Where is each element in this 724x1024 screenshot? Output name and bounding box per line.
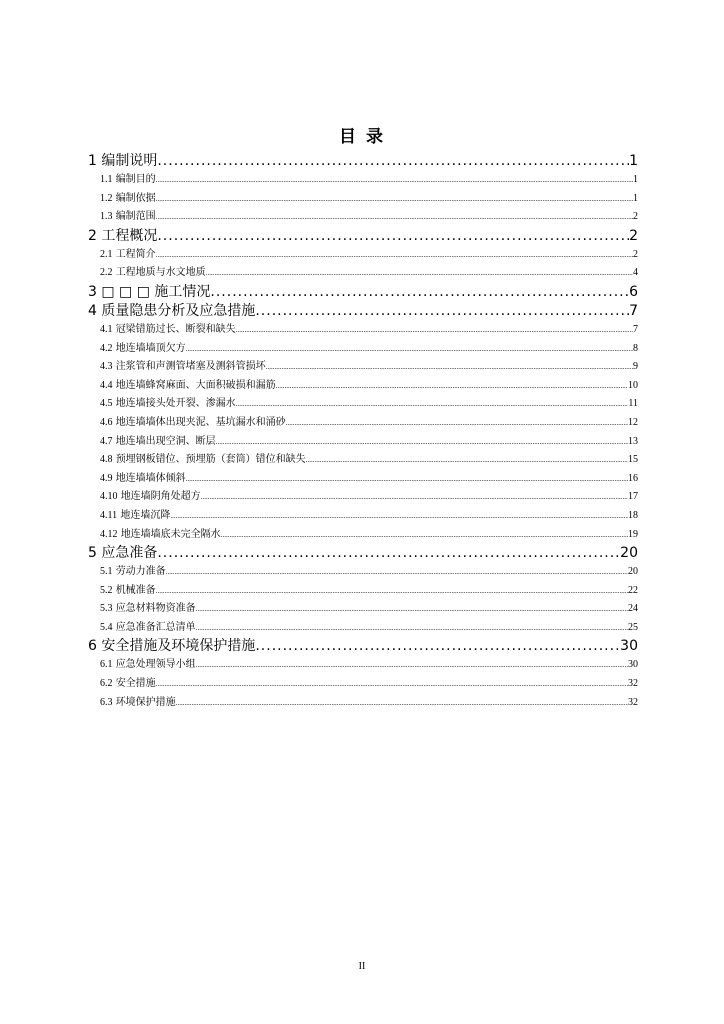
toc-dot-leader: [201, 488, 628, 507]
toc-entry-label: [100, 470, 186, 489]
toc-section-entry[interactable]: [88, 433, 638, 452]
toc-entry-text: 冠梁错筋过长、断裂和缺失: [115, 323, 236, 335]
toc-dot-leader: [156, 208, 633, 227]
toc-dot-leader: [196, 619, 628, 638]
toc-entry-text: 注浆管和声测管堵塞及测斜管损坏: [115, 361, 266, 373]
toc-page-number: 30: [620, 638, 638, 655]
toc-section-entry[interactable]: [88, 246, 638, 265]
toc-page-number: 6: [629, 283, 638, 300]
toc-entry-text: 地连墙阴角处超方: [120, 491, 201, 503]
toc-entry-label: [100, 694, 176, 713]
toc-section-entry[interactable]: [88, 470, 638, 489]
toc-chapter-entry[interactable]: [88, 227, 638, 246]
toc-page-number: 16: [628, 472, 638, 484]
toc-section-entry[interactable]: [88, 264, 638, 283]
toc-entry-text: 地连墙接头处开裂、渗漏水: [115, 398, 236, 410]
toc-chapter-entry[interactable]: [88, 544, 638, 563]
toc-dot-leader: [255, 302, 629, 321]
toc-page-number: 2: [633, 211, 638, 223]
toc-entry-label: [100, 358, 266, 377]
toc-section-entry[interactable]: [88, 190, 638, 209]
toc-entry-label: [100, 582, 156, 601]
toc-entry-number: 4.3: [100, 361, 113, 373]
toc-dot-leader: [156, 171, 633, 190]
toc-entry-label: [100, 190, 156, 209]
toc-section-entry[interactable]: [88, 340, 638, 359]
toc-entry-text: 6 安全措施及环境保护措施: [88, 638, 256, 655]
toc-page-number: 1: [633, 174, 638, 185]
toc-entry-text: 地连墙沉降: [120, 509, 171, 521]
toc-chapter-entry[interactable]: [88, 283, 638, 302]
toc-entry-label: [100, 264, 206, 283]
page-title: 目 录: [339, 127, 385, 147]
toc-entry-label: [100, 451, 306, 470]
toc-section-entry[interactable]: [88, 507, 638, 526]
toc-section-entry[interactable]: [88, 656, 638, 675]
toc-entry-text: 地连墙墙底未完全隔水: [120, 528, 221, 540]
toc-dot-leader: [186, 470, 628, 489]
toc-dot-leader: [156, 675, 628, 694]
toc-dot-leader: [216, 433, 628, 452]
toc-entry-number: 1.2: [100, 192, 113, 204]
toc-entry-label: [100, 340, 186, 359]
toc-dot-leader: [255, 637, 620, 656]
toc-page-number: 2: [629, 227, 638, 244]
toc-entry-text: 预埋钢板错位、预埋筋（套筒）错位和缺失: [115, 454, 306, 466]
toc-page-number: 22: [628, 584, 638, 596]
toc-entry-text: 劳动力准备: [115, 566, 166, 578]
toc-chapter-entry[interactable]: [88, 152, 638, 171]
toc-page-number: 15: [628, 454, 638, 466]
toc-entry-number: 5.4: [100, 621, 113, 633]
toc-dot-leader: [156, 582, 628, 601]
toc-page-number: 13: [628, 435, 638, 447]
toc-dot-leader: [186, 340, 633, 359]
toc-page-number: 1: [629, 153, 638, 169]
toc-entry-text: 地连墙墙体出现夹泥、基坑漏水和涌砂: [115, 416, 286, 428]
toc-page-number: 8: [633, 342, 638, 354]
toc-entry-text: 地连墙出现空洞、断层: [115, 435, 216, 447]
toc-entry-label: [100, 433, 216, 452]
toc-entry-number: 4.11: [100, 509, 118, 521]
toc-chapter-entry[interactable]: [88, 637, 638, 656]
toc-section-entry[interactable]: [88, 694, 638, 713]
toc-page-number: 17: [628, 491, 638, 503]
toc-page-number: 25: [628, 621, 638, 633]
toc-section-entry[interactable]: [88, 582, 638, 601]
toc-entry-text: 1 编制说明: [88, 153, 158, 169]
toc-entry-text: 环境保护措施: [115, 696, 176, 708]
toc-section-entry[interactable]: [88, 488, 638, 507]
toc-entry-label: [100, 563, 166, 582]
toc-entry-label: [100, 488, 201, 507]
toc-entry-number: 5.3: [100, 603, 113, 615]
toc-section-entry[interactable]: [88, 171, 638, 190]
toc-entry-text: 编制范围: [115, 211, 156, 223]
toc-entry-text: 4 质量隐患分析及应急措施: [88, 302, 256, 319]
toc-entry-number: 2.1: [100, 248, 113, 260]
toc-page-number: 1: [633, 192, 638, 204]
toc-section-entry[interactable]: [88, 358, 638, 377]
toc-entry-text: 地连墙墙顶欠方: [115, 342, 186, 354]
toc-section-entry[interactable]: [88, 526, 638, 545]
toc-chapter-entry[interactable]: [88, 302, 638, 321]
toc-entry-number: 6.2: [100, 678, 113, 690]
toc-page-number: 19: [628, 528, 638, 540]
toc-entry-label: [100, 526, 221, 545]
toc-page-number: 18: [628, 509, 638, 521]
toc-entry-text: 地连墙蜂窝麻面、大面积破损和漏筋: [115, 379, 276, 391]
toc-section-entry[interactable]: [88, 208, 638, 227]
toc-entry-label: [100, 321, 236, 340]
toc-entry-label: [88, 227, 157, 246]
toc-entry-label: [88, 544, 157, 563]
toc-dot-leader: [166, 563, 628, 582]
toc-page-number: 4: [633, 267, 638, 279]
toc-entry-number: 4.1: [100, 323, 113, 335]
toc-page-number: 32: [628, 696, 638, 708]
toc-entry-number: 6.3: [100, 696, 113, 708]
toc-entry-text: 安全措施: [115, 678, 156, 690]
toc-entry-text: 编制依据: [115, 192, 156, 204]
toc-dot-leader: [156, 246, 633, 265]
toc-page-number: 10: [628, 379, 638, 391]
toc-entry-text: 地连墙墙体倾斜: [115, 472, 186, 484]
toc-entry-label: [100, 507, 170, 526]
toc-section-entry[interactable]: [88, 451, 638, 470]
toc-entry-text: 2 工程概况: [88, 227, 158, 244]
toc-entry-number: 4.4: [100, 379, 113, 391]
toc-dot-leader: [306, 451, 628, 470]
toc-dot-leader: [176, 694, 628, 713]
toc-section-entry[interactable]: [88, 377, 638, 396]
toc-page-number: 2: [633, 248, 638, 260]
toc-entry-text: 5 应急准备: [88, 545, 158, 562]
toc-entry-label: [88, 283, 210, 302]
toc-entry-number: 4.5: [100, 398, 113, 410]
toc-section-entry[interactable]: [88, 619, 638, 638]
toc-dot-leader: [210, 283, 629, 302]
toc-dot-leader: [221, 526, 628, 545]
toc-page-number: 24: [628, 603, 638, 615]
toc-dot-leader: [156, 190, 633, 209]
toc-entry-number: 4.9: [100, 472, 113, 484]
toc-entry-label: [100, 414, 286, 433]
page-number-footer: II: [358, 961, 366, 972]
toc-page-number: 11: [628, 398, 638, 410]
toc-dot-leader: [196, 656, 628, 675]
toc-entry-label: [88, 302, 255, 321]
toc-section-entry[interactable]: [88, 600, 638, 619]
toc-dot-leader: [157, 227, 629, 246]
toc-entry-text: 工程简介: [115, 248, 156, 260]
toc-section-entry[interactable]: [88, 321, 638, 340]
toc-entry-text: 应急处理领导小组: [115, 659, 196, 671]
toc-entry-label: [100, 395, 236, 414]
toc-entry-label: [100, 377, 276, 396]
toc-entry-text: 应急准备汇总清单: [115, 621, 196, 633]
toc-section-entry[interactable]: [88, 414, 638, 433]
toc-entry-number: 6.1: [100, 659, 113, 671]
toc-page-number: 7: [633, 323, 638, 335]
toc-dot-leader: [157, 152, 629, 171]
toc-section-entry[interactable]: [88, 563, 638, 582]
toc-entry-text: 3 □ □ □ 施工情况: [88, 283, 211, 300]
toc-entry-label: [100, 675, 156, 694]
toc-entry-number: 4.8: [100, 454, 113, 466]
toc-entry-label: [88, 637, 255, 656]
toc-page-number: 30: [628, 659, 638, 671]
toc-page-number: 20: [620, 545, 638, 562]
toc-entry-number: 4.10: [100, 491, 118, 503]
toc-entry-label: [88, 152, 157, 171]
toc-entry-number: 1.1: [100, 174, 113, 185]
toc-entry-number: 2.2: [100, 267, 113, 279]
toc-entry-number: 4.7: [100, 435, 113, 447]
toc-entry-text: 编制目的: [115, 174, 156, 185]
toc-entry-number: 4.12: [100, 528, 118, 540]
toc-page-number: 7: [629, 302, 638, 319]
toc-dot-leader: [276, 377, 628, 396]
toc-dot-leader: [196, 600, 628, 619]
toc-entry-label: [100, 619, 196, 638]
toc-entry-number: 1.3: [100, 211, 113, 223]
toc-entry-label: [100, 600, 196, 619]
toc-entry-label: [100, 208, 156, 227]
toc-dot-leader: [236, 321, 633, 340]
toc-dot-leader: [286, 414, 628, 433]
toc-entry-number: 5.2: [100, 584, 113, 596]
toc-page-number: 20: [628, 566, 638, 578]
toc-entry-text: 机械准备: [115, 584, 156, 596]
toc-page-number: 9: [633, 361, 638, 373]
toc-section-entry[interactable]: [88, 395, 638, 414]
toc-dot-leader: [236, 395, 629, 414]
toc-entry-number: 4.6: [100, 416, 113, 428]
toc-page-number: 32: [628, 678, 638, 690]
toc-entry-label: [100, 171, 156, 190]
toc-entry-number: 4.2: [100, 342, 113, 354]
toc-section-entry[interactable]: [88, 675, 638, 694]
toc-dot-leader: [206, 264, 633, 283]
toc-dot-leader: [266, 358, 633, 377]
table-of-contents: [88, 152, 638, 712]
toc-entry-text: 应急材料物资准备: [115, 603, 196, 615]
toc-entry-label: [100, 656, 196, 675]
toc-dot-leader: [157, 544, 620, 563]
toc-entry-text: 工程地质与水文地质: [115, 267, 206, 279]
toc-page-number: 12: [628, 416, 638, 428]
toc-entry-number: 5.1: [100, 566, 113, 578]
toc-dot-leader: [170, 507, 628, 526]
toc-entry-label: [100, 246, 156, 265]
